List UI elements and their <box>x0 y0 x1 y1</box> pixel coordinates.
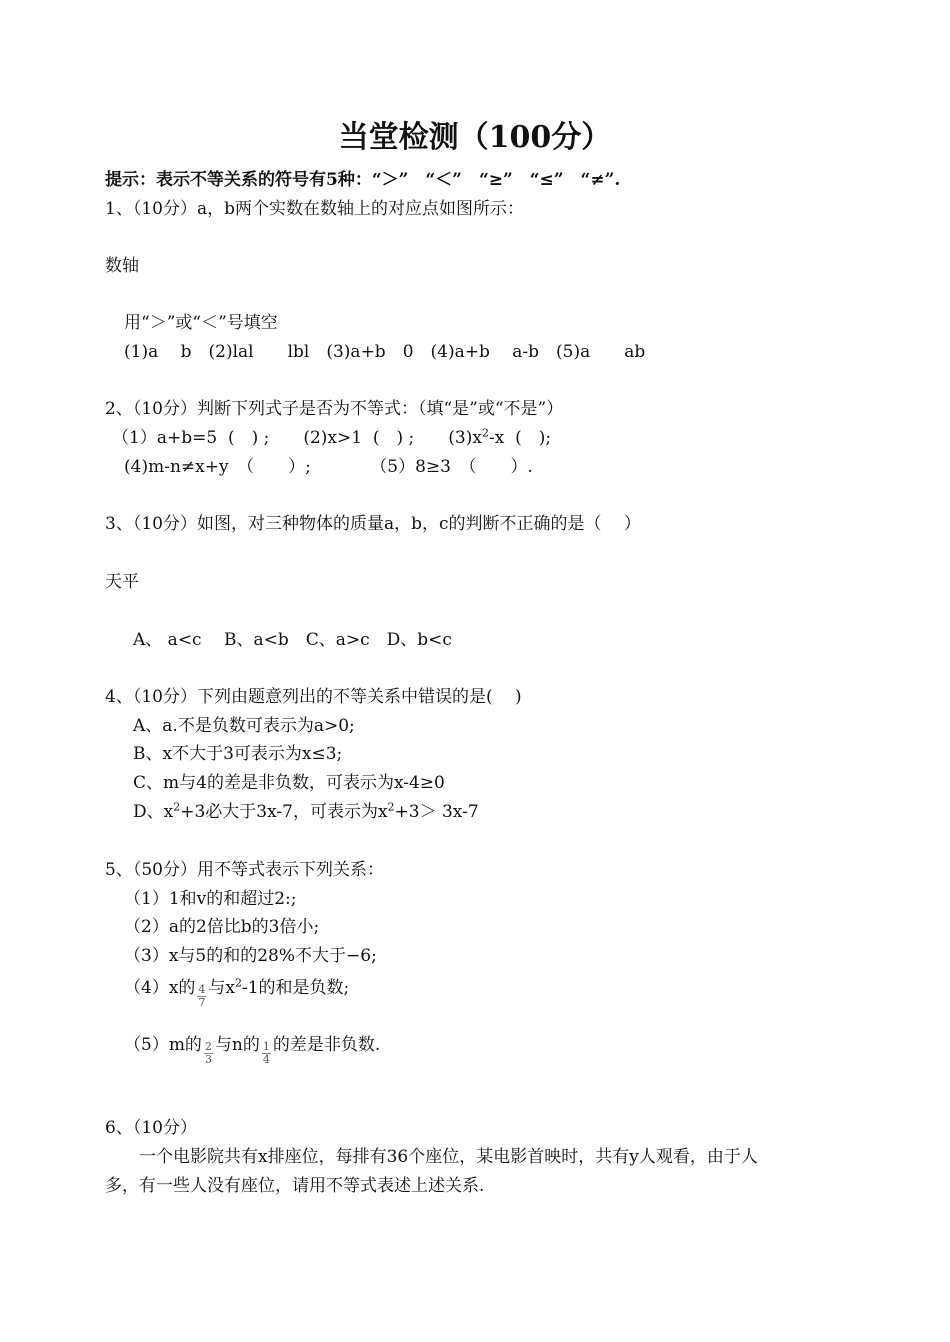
q1-instruction: 用“＞”或“＜”号填空 <box>124 313 278 333</box>
q3-stem: 3、（10分）如图，对三种物体的质量a，b，c的判断不正确的是（ ） <box>105 514 641 534</box>
q2-stem: 2、（10分）判断下列式子是否为不等式：（填“是”或“不是”） <box>105 399 564 419</box>
q3-options: A、 a<c B、a<b C、a>c D、b<c <box>133 630 452 650</box>
q6-body-line1: 一个电影院共有x排座位，每排有36个座位，某电影首映时，共有y人观看，由于人 <box>105 1147 758 1167</box>
q6-body-line2: 多，有一些人没有座位，请用不等式表述上述关系. <box>105 1176 485 1196</box>
fraction-2-3: $\frac{2}{3}$ <box>204 1040 212 1066</box>
q3-figure-label: 天平 <box>105 572 139 592</box>
q5-stem: 5、（50分）用不等式表示下列关系： <box>105 860 384 880</box>
q5-item-4: （4）x的 $\frac{4}{7}$ 与$x^2-1$的和是负数; <box>124 976 350 1009</box>
q4-option-c: C、m与4的差是非负数，可表示为x-4≥0 <box>133 773 445 793</box>
q2-line1: （1）a+b=5 ( ) ; (2)x>1 ( ) ; $(3)x^2-x$ ( ); <box>112 426 552 448</box>
q5-item-1: （1）1和v的和超过2:; <box>124 889 297 909</box>
q2-line2: (4)m-n≠x+y （ ）; （5）8≥3 （ ）. <box>124 457 533 477</box>
q4-option-d: D、$x^2+3$必大于3x-7，可表示为$x^2+3> 3x-7$ <box>133 800 479 822</box>
fraction-1-4: $\frac{1}{4}$ <box>262 1040 270 1066</box>
q5-item-3: （3）x与5的和的28%不大于−6; <box>124 946 377 966</box>
q4-option-a: A、a.不是负数可表示为a>0; <box>133 716 355 736</box>
fraction-4-7: $\frac{4}{7}$ <box>198 983 206 1009</box>
q1-blanks: (1)a b (2)lal lbl (3)a+b 0 (4)a+b a-b (5)a ab <box>124 342 646 362</box>
q1-stem: 1、（10分）a，b两个实数在数轴上的对应点如图所示： <box>105 199 524 219</box>
page-title: 当堂检测（100分） <box>338 120 612 155</box>
q5-item-2: （2）a的2倍比b的3倍小; <box>124 917 320 937</box>
q4-stem: 4、（10分）下列由题意列出的不等关系中错误的是( ) <box>105 687 522 707</box>
q5-item-5: （5）m的 $\frac{2}{3}$ 与n的 $\frac{1}{4}$ 的差是非负数. <box>124 1035 381 1066</box>
tip-text: 提示：表示不等关系的符号有5种：“＞” “＜” “≥” “≤” “≠”. <box>105 170 621 190</box>
q1-figure-label: 数轴 <box>105 256 139 276</box>
q4-option-b: B、x不大于3可表示为x≤3; <box>133 744 343 764</box>
q6-stem: 6、（10分） <box>105 1118 197 1138</box>
